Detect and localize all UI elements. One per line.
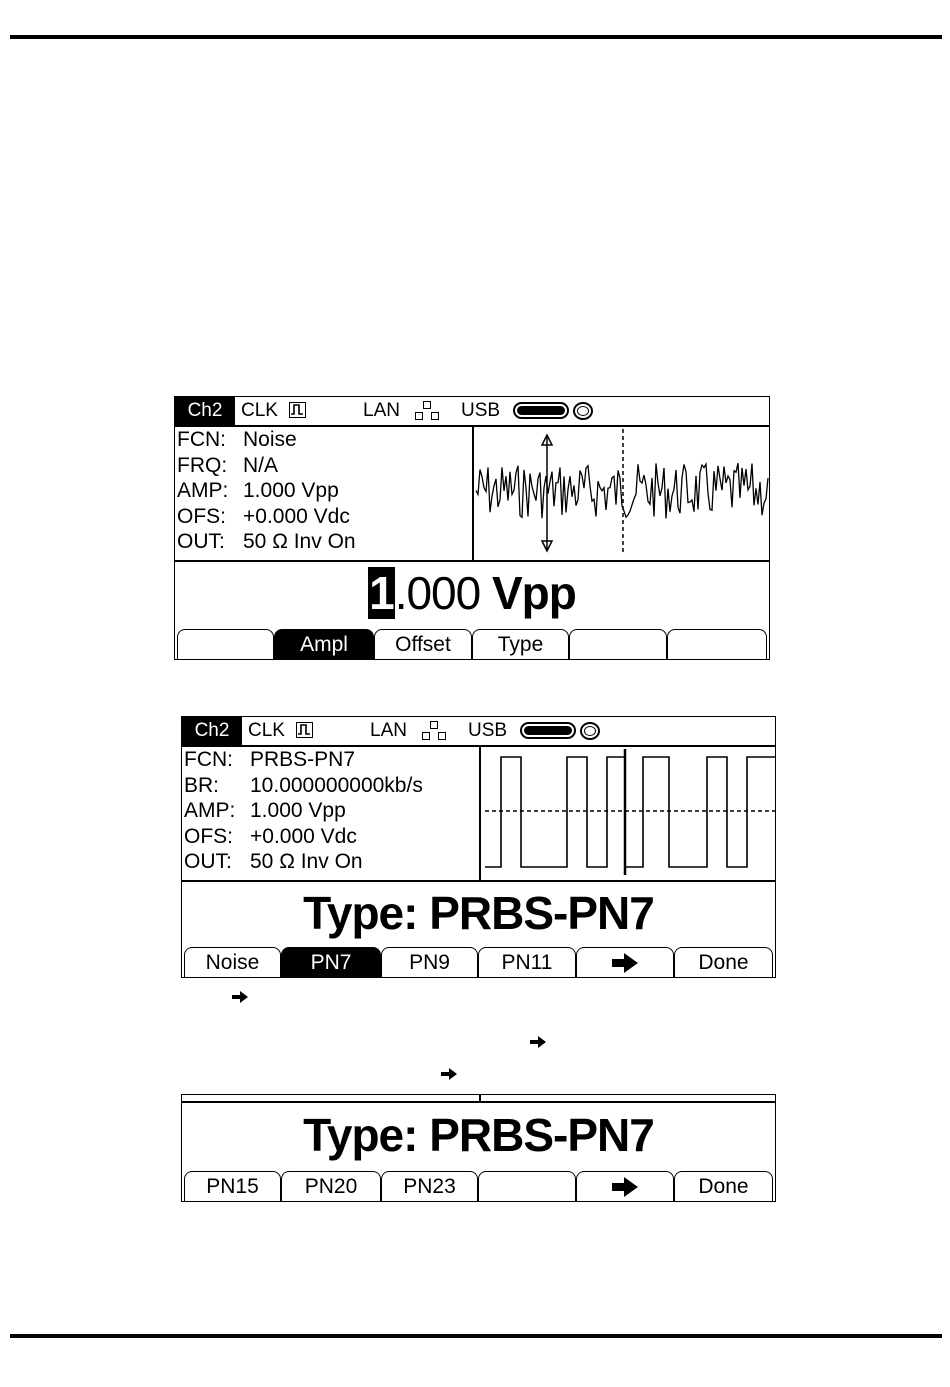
usb-label: USB — [468, 720, 508, 741]
prbs-waveform-preview — [479, 747, 775, 880]
softkey-pn20[interactable]: PN20 — [281, 1171, 381, 1201]
screen-prbs-type: Ch2 CLK LAN USB FCN: PRBS-PN7 BR: 10.000000000kb/s AMP: 1.000 Vpp OFS: +0.000 Vdc OUT: 50 Ω Inv On Type: PRBS-PN7 Noise PN7 PN9 PN11 Done — [181, 716, 776, 978]
display-divider — [182, 880, 775, 882]
amplitude-edit-field[interactable] — [175, 565, 769, 621]
softkey-bar — [182, 947, 775, 977]
usb-connection-icon — [573, 402, 593, 420]
softkey-type[interactable]: Type — [472, 629, 569, 659]
top-rule — [10, 35, 942, 39]
clock-pulse-icon — [289, 402, 306, 418]
status-bar — [182, 717, 775, 747]
arrow-right-icon — [441, 1068, 457, 1080]
softkey-next-page[interactable] — [576, 1171, 674, 1201]
softkey-pn23[interactable]: PN23 — [381, 1171, 478, 1201]
arrow-right-icon — [612, 953, 638, 973]
softkey-6[interactable] — [667, 629, 767, 659]
softkey-bar — [182, 1171, 775, 1201]
noise-waveform-preview — [472, 427, 770, 560]
type-readout: Type: PRBS-PN7 — [303, 1109, 654, 1161]
edit-value-digits: .000 — [394, 567, 481, 619]
usb-drive-icon — [520, 722, 576, 739]
bottom-rule — [10, 1334, 942, 1338]
softkey-next-page[interactable] — [576, 947, 674, 977]
softkey-done[interactable]: Done — [674, 1171, 773, 1201]
display-divider — [175, 560, 769, 562]
usb-label: USB — [461, 400, 501, 421]
arrow-right-icon — [232, 991, 248, 1003]
clock-pulse-icon — [296, 722, 313, 738]
lan-network-icon — [415, 401, 441, 421]
softkey-5[interactable] — [569, 629, 667, 659]
edit-unit: Vpp — [492, 567, 576, 619]
usb-connection-icon — [580, 722, 600, 740]
lan-network-icon — [422, 721, 448, 741]
lan-label: LAN — [363, 400, 400, 421]
channel-tag: Ch2 — [182, 717, 242, 745]
softkey-bar — [175, 629, 769, 659]
edit-cursor-digit[interactable]: 1 — [369, 567, 394, 619]
status-bar — [175, 397, 769, 427]
arrow-right-icon — [530, 1036, 546, 1048]
usb-drive-icon — [513, 402, 569, 419]
arrow-right-icon — [612, 1177, 638, 1197]
softkey-done[interactable]: Done — [674, 947, 773, 977]
waveform-box-edge — [479, 1095, 481, 1102]
screen-noise-amplitude: Ch2 CLK LAN USB FCN: Noise FRQ: N/A AMP: 1.000 Vpp OFS: +0.000 Vdc OUT: 50 Ω Inv On 1.000 Vpp Ampl Offset Type — [174, 396, 770, 660]
screen-prbs-type-page2 — [181, 1094, 776, 1202]
softkey-noise[interactable]: Noise — [184, 947, 281, 977]
clk-label: CLK — [248, 720, 285, 741]
softkey-ampl[interactable]: Ampl — [274, 629, 374, 659]
lan-label: LAN — [370, 720, 407, 741]
softkey-pn9[interactable]: PN9 — [381, 947, 478, 977]
softkey-4[interactable] — [478, 1171, 576, 1201]
softkey-pn11[interactable]: PN11 — [478, 947, 576, 977]
clk-label: CLK — [241, 400, 278, 421]
softkey-pn15[interactable]: PN15 — [184, 1171, 281, 1201]
channel-tag: Ch2 — [175, 397, 235, 425]
softkey-1[interactable] — [177, 629, 274, 659]
type-readout: Type: PRBS-PN7 — [303, 887, 654, 939]
softkey-pn7[interactable]: PN7 — [281, 947, 381, 977]
softkey-offset[interactable]: Offset — [374, 629, 472, 659]
